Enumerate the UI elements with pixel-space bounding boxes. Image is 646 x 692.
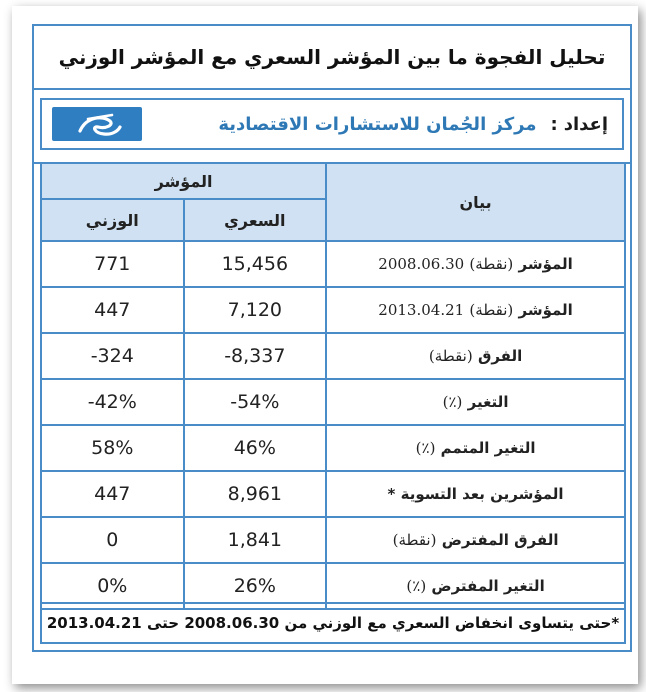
row-label-unit: (نقطة) xyxy=(469,255,514,273)
price-value: -54% xyxy=(184,379,327,425)
weighted-value: 447 xyxy=(41,471,184,517)
table-row xyxy=(41,379,625,425)
row-label-unit: * xyxy=(387,485,396,503)
table-row xyxy=(41,241,625,287)
row-label xyxy=(326,333,625,379)
row-label-date: 2013.04.21 xyxy=(378,301,465,319)
row-label-unit: (نقطة) xyxy=(392,531,437,549)
price-value: 15,456 xyxy=(184,241,327,287)
prepared-by-label: إعداد xyxy=(563,113,608,135)
price-value: 1,841 xyxy=(184,517,327,563)
table-row xyxy=(41,287,625,333)
weighted-value: 58% xyxy=(41,425,184,471)
row-label-unit: (نقطة) xyxy=(428,347,473,365)
table-row xyxy=(41,333,625,379)
row-label-unit: (نقطة) xyxy=(469,301,514,319)
weighted-value: -324 xyxy=(41,333,184,379)
price-value: 46% xyxy=(184,425,327,471)
prepared-by-colon: : xyxy=(550,113,558,135)
row-label-text: المؤشرين بعد التسوية xyxy=(400,485,564,503)
row-label-unit: (٪) xyxy=(406,577,427,595)
prepared-by-box xyxy=(40,98,624,150)
table-row xyxy=(41,471,625,517)
row-label-text: المؤشر xyxy=(518,301,573,319)
document-frame xyxy=(32,24,632,652)
row-label xyxy=(326,379,625,425)
index-gap-table xyxy=(40,162,626,610)
footnote: *حتى يتساوى انخفاض السعري مع الوزني من 2008.06.30 حتى 2013.04.21 xyxy=(40,602,626,644)
row-label xyxy=(326,425,625,471)
header-price: السعري xyxy=(184,199,327,241)
prepared-by-section xyxy=(34,90,630,164)
header-weighted: الوزني xyxy=(41,199,184,241)
price-value: 7,120 xyxy=(184,287,327,333)
weighted-value: 0% xyxy=(41,563,184,609)
document-page xyxy=(12,6,638,684)
table-row xyxy=(41,517,625,563)
row-label-text: التغير xyxy=(467,393,509,411)
row-label-unit: (٪) xyxy=(415,439,436,457)
row-label-text: التغير المتمم xyxy=(440,439,536,457)
row-label-text: الفرق xyxy=(477,347,523,365)
row-label-text: المؤشر xyxy=(518,255,573,273)
row-label xyxy=(326,287,625,333)
organization-name: مركز الجُمان للاستشارات الاقتصادية xyxy=(218,113,537,135)
page-title: تحليل الفجوة ما بين المؤشر السعري مع المؤشر الوزني xyxy=(34,26,630,90)
row-label xyxy=(326,517,625,563)
header-index: المؤشر xyxy=(41,163,326,199)
price-value: 8,961 xyxy=(184,471,327,517)
table-row xyxy=(41,425,625,471)
row-label-date: 2008.06.30 xyxy=(378,255,465,273)
row-label xyxy=(326,241,625,287)
row-label-text: الفرق المفترض xyxy=(441,531,559,549)
weighted-value: 0 xyxy=(41,517,184,563)
organization-logo-icon xyxy=(52,107,142,141)
price-value: 26% xyxy=(184,563,327,609)
row-label xyxy=(326,471,625,517)
weighted-value: 771 xyxy=(41,241,184,287)
price-value: -8,337 xyxy=(184,333,327,379)
header-statement: بيان xyxy=(326,163,625,241)
weighted-value: 447 xyxy=(41,287,184,333)
row-label-text: التغير المفترض xyxy=(431,577,545,595)
row-label-unit: (٪) xyxy=(442,393,463,411)
weighted-value: -42% xyxy=(41,379,184,425)
